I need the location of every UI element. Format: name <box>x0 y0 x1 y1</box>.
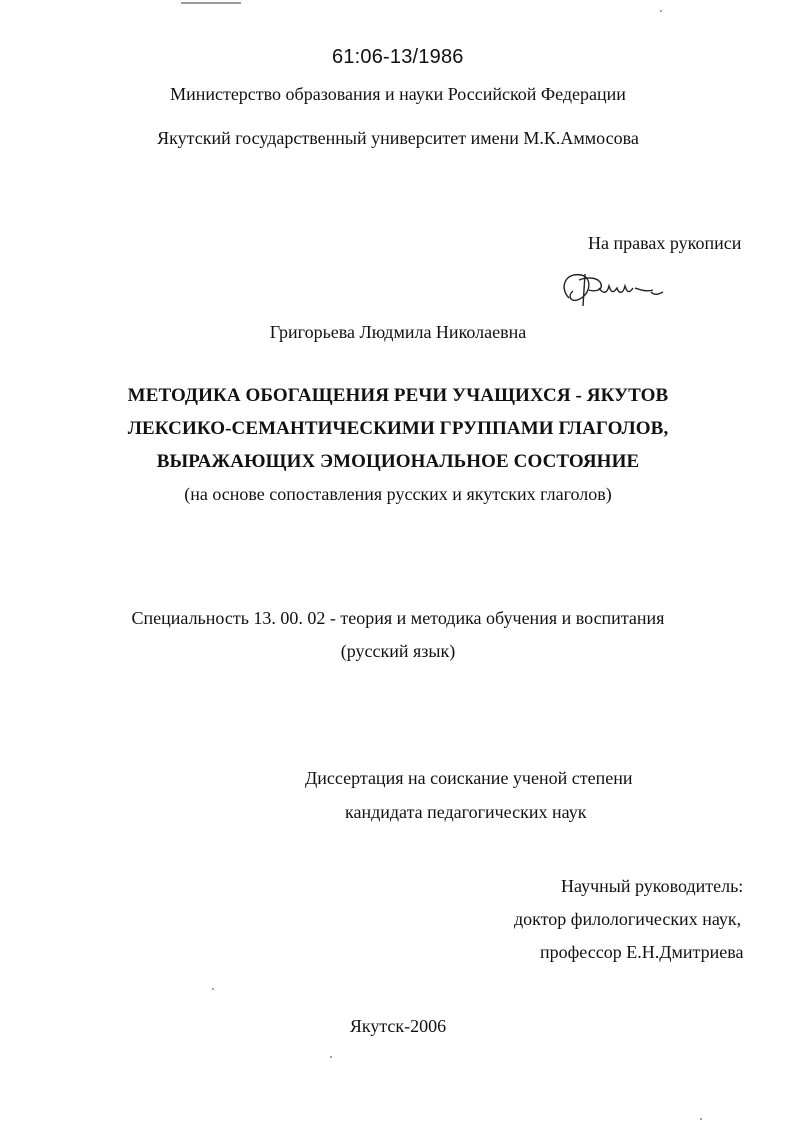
advisor-heading: Научный руководитель: <box>561 876 744 896</box>
title-line: ВЫРАЖАЮЩИХ ЭМОЦИОНАЛЬНОЕ СОСТОЯНИЕ <box>156 451 640 472</box>
specialty-note: (русский язык) <box>340 641 456 661</box>
title-line: МЕТОДИКА ОБОГАЩЕНИЯ РЕЧИ УЧАЩИХСЯ - ЯКУТОВ <box>127 385 669 406</box>
specialty: Специальность 13. 00. 02 - теория и методика обучения и воспитания <box>131 608 665 628</box>
advisor-degree: доктор филологических наук, <box>514 909 742 929</box>
dissertation-line1: Диссертация на соискание ученой степени <box>305 768 633 788</box>
scan-dot <box>212 988 214 990</box>
dissertation-line2: кандидата педагогических наук <box>345 802 587 822</box>
advisor-name: профессор Е.Н.Дмитриева <box>540 942 744 962</box>
title-subtitle: (на основе сопоставления русских и якутских глаголов) <box>184 484 612 504</box>
author-name: Григорьева Людмила Николаевна <box>269 322 527 342</box>
registry-code: 61:06-13/1986 <box>332 46 464 68</box>
scan-dot <box>330 1056 332 1058</box>
scan-dot <box>700 1118 702 1120</box>
scan-dot <box>660 10 662 12</box>
signature <box>555 266 667 314</box>
rights-note: На правах рукописи <box>588 233 742 253</box>
university-name: Якутский государственный университет имени М.К.Аммосова <box>157 128 639 148</box>
scan-line-top <box>181 2 241 4</box>
title-line: ЛЕКСИКО-СЕМАНТИЧЕСКИМИ ГРУППАМИ ГЛАГОЛОВ, <box>127 418 669 439</box>
ministry-name: Министерство образования и науки Российской Федерации <box>170 84 626 104</box>
city-year: Якутск-2006 <box>349 1016 447 1036</box>
